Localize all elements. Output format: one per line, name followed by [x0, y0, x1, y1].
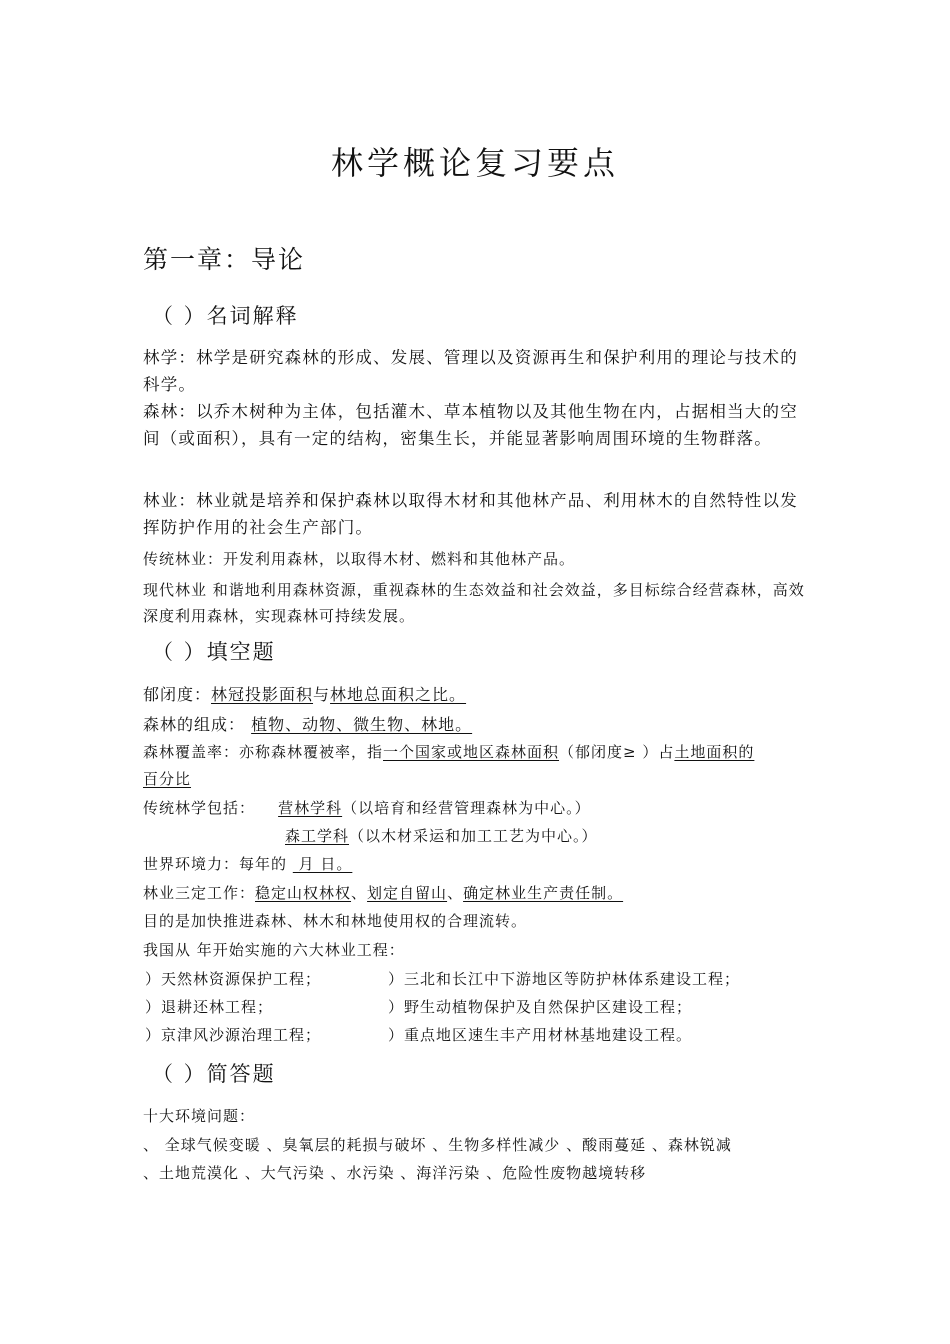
fill-connector: 与 — [313, 685, 331, 704]
short-env-row: 、土地荒漠化 、大气污染 、水污染 、海洋污染 、危险性废物越境转移 — [143, 1164, 647, 1182]
fill-purpose: 目的是加快推进森林、林木和林地使用权的合理流转。 — [143, 912, 528, 930]
project-item: ）野生动植物保护及自然保护区建设工程； — [388, 998, 693, 1016]
project-item: ）京津风沙源治理工程； — [145, 1026, 322, 1044]
fill-label: 森林覆盖率：亦称森林覆被率，指 — [143, 743, 384, 761]
document-title: 林学概论复习要点 — [330, 144, 619, 182]
section-heading-fill: （ ）填空题 — [152, 640, 276, 664]
fill-label: 林业三定工作： — [143, 884, 256, 902]
short-env-label: 十大环境问题： — [143, 1107, 256, 1125]
fill-answer: 森工学科 — [285, 827, 350, 845]
definition-linxue: 林学：林学是研究森林的形成、发展、管理以及资源再生和保护利用的理论与技术的科学。 — [143, 348, 798, 394]
short-env-row: 、 全球气候变暖 、臭氧层的耗损与破坏 、生物多样性减少 、酸雨蔓延 、森林锐减 — [143, 1136, 732, 1154]
fill-answer: 一个国家或地区森林面积 — [383, 743, 560, 761]
fill-forest-composition — [143, 712, 472, 735]
fill-label: 森林的组成： — [143, 715, 246, 734]
fill-six-projects-label: 我国从 年开始实施的六大林业工程： — [143, 941, 405, 959]
fill-answer: 林冠投影面积 — [211, 685, 314, 704]
fill-separator: 、 — [447, 884, 464, 902]
fill-answer: 植物、动物、微生物、林地。 — [251, 715, 473, 734]
definition-traditional-forestry: 传统林业：开发利用森林，以取得木材、燃料和其他林产品。 — [143, 550, 576, 568]
project-item: ）天然林资源保护工程； — [145, 970, 322, 988]
section-heading-short: （ ）简答题 — [152, 1062, 276, 1086]
fill-answer: 林地总面积之比。 — [330, 685, 467, 704]
fill-label: 传统林学包括： — [143, 799, 256, 817]
definition-linye: 林业：林业就是培养和保护森林以取得木材和其他林产品、利用林木的自然特性以发挥防护作用的社会生产部门。 — [143, 491, 798, 537]
fill-answer: 月 日。 — [292, 855, 353, 873]
fill-traditional-forestry-2 — [285, 825, 598, 846]
fill-environment-day — [143, 853, 352, 874]
project-item: ）退耕还林工程； — [145, 998, 274, 1016]
project-item: ）三北和长江中下游地区等防护林体系建设工程； — [388, 970, 741, 988]
fill-label: 世界环境力：每年的 — [143, 855, 288, 873]
fill-answer: 土地面积的 — [674, 743, 755, 761]
fill-answer: 营林学科 — [278, 799, 343, 817]
fill-traditional-forestry — [143, 797, 591, 818]
fill-answer: 划定自留山 — [367, 884, 448, 902]
definition-senlin: 森林：以乔木树种为主体，包括灌木、草本植物以及其他生物在内，占据相当大的空间（或面积），具有一定的结构，密集生长，并能显著影响周围环境的生物群落。 — [143, 402, 798, 448]
fill-label: 郁闭度： — [143, 685, 212, 704]
fill-note: （以木材采运和加工工艺为中心。） — [349, 827, 598, 845]
fill-separator: 、 — [351, 884, 368, 902]
definition-modern-forestry: 现代林业 和谐地利用森林资源，重视森林的生态效益和社会效益，多目标综合经营森林，高效深度利用森林，实现森林可持续发展。 — [143, 581, 805, 625]
chapter-heading: 第一章：导论 — [143, 245, 306, 274]
fill-note: （以培育和经营管理森林为中心。） — [342, 799, 591, 817]
fill-canopy-density — [143, 682, 466, 705]
fill-forest-coverage-cont — [143, 768, 191, 789]
section-heading-terms: （ ）名词解释 — [152, 304, 299, 328]
fill-connector: （郁闭度≥ ）占 — [559, 743, 675, 761]
fill-answer: 稳定山权林权 — [255, 884, 352, 902]
project-item: ）重点地区速生丰产用材林基地建设工程。 — [388, 1026, 693, 1044]
fill-three-fixes — [143, 882, 623, 903]
fill-answer: 百分比 — [143, 770, 192, 788]
fill-answer: 确定林业生产责任制。 — [463, 884, 624, 902]
fill-forest-coverage — [143, 741, 754, 762]
